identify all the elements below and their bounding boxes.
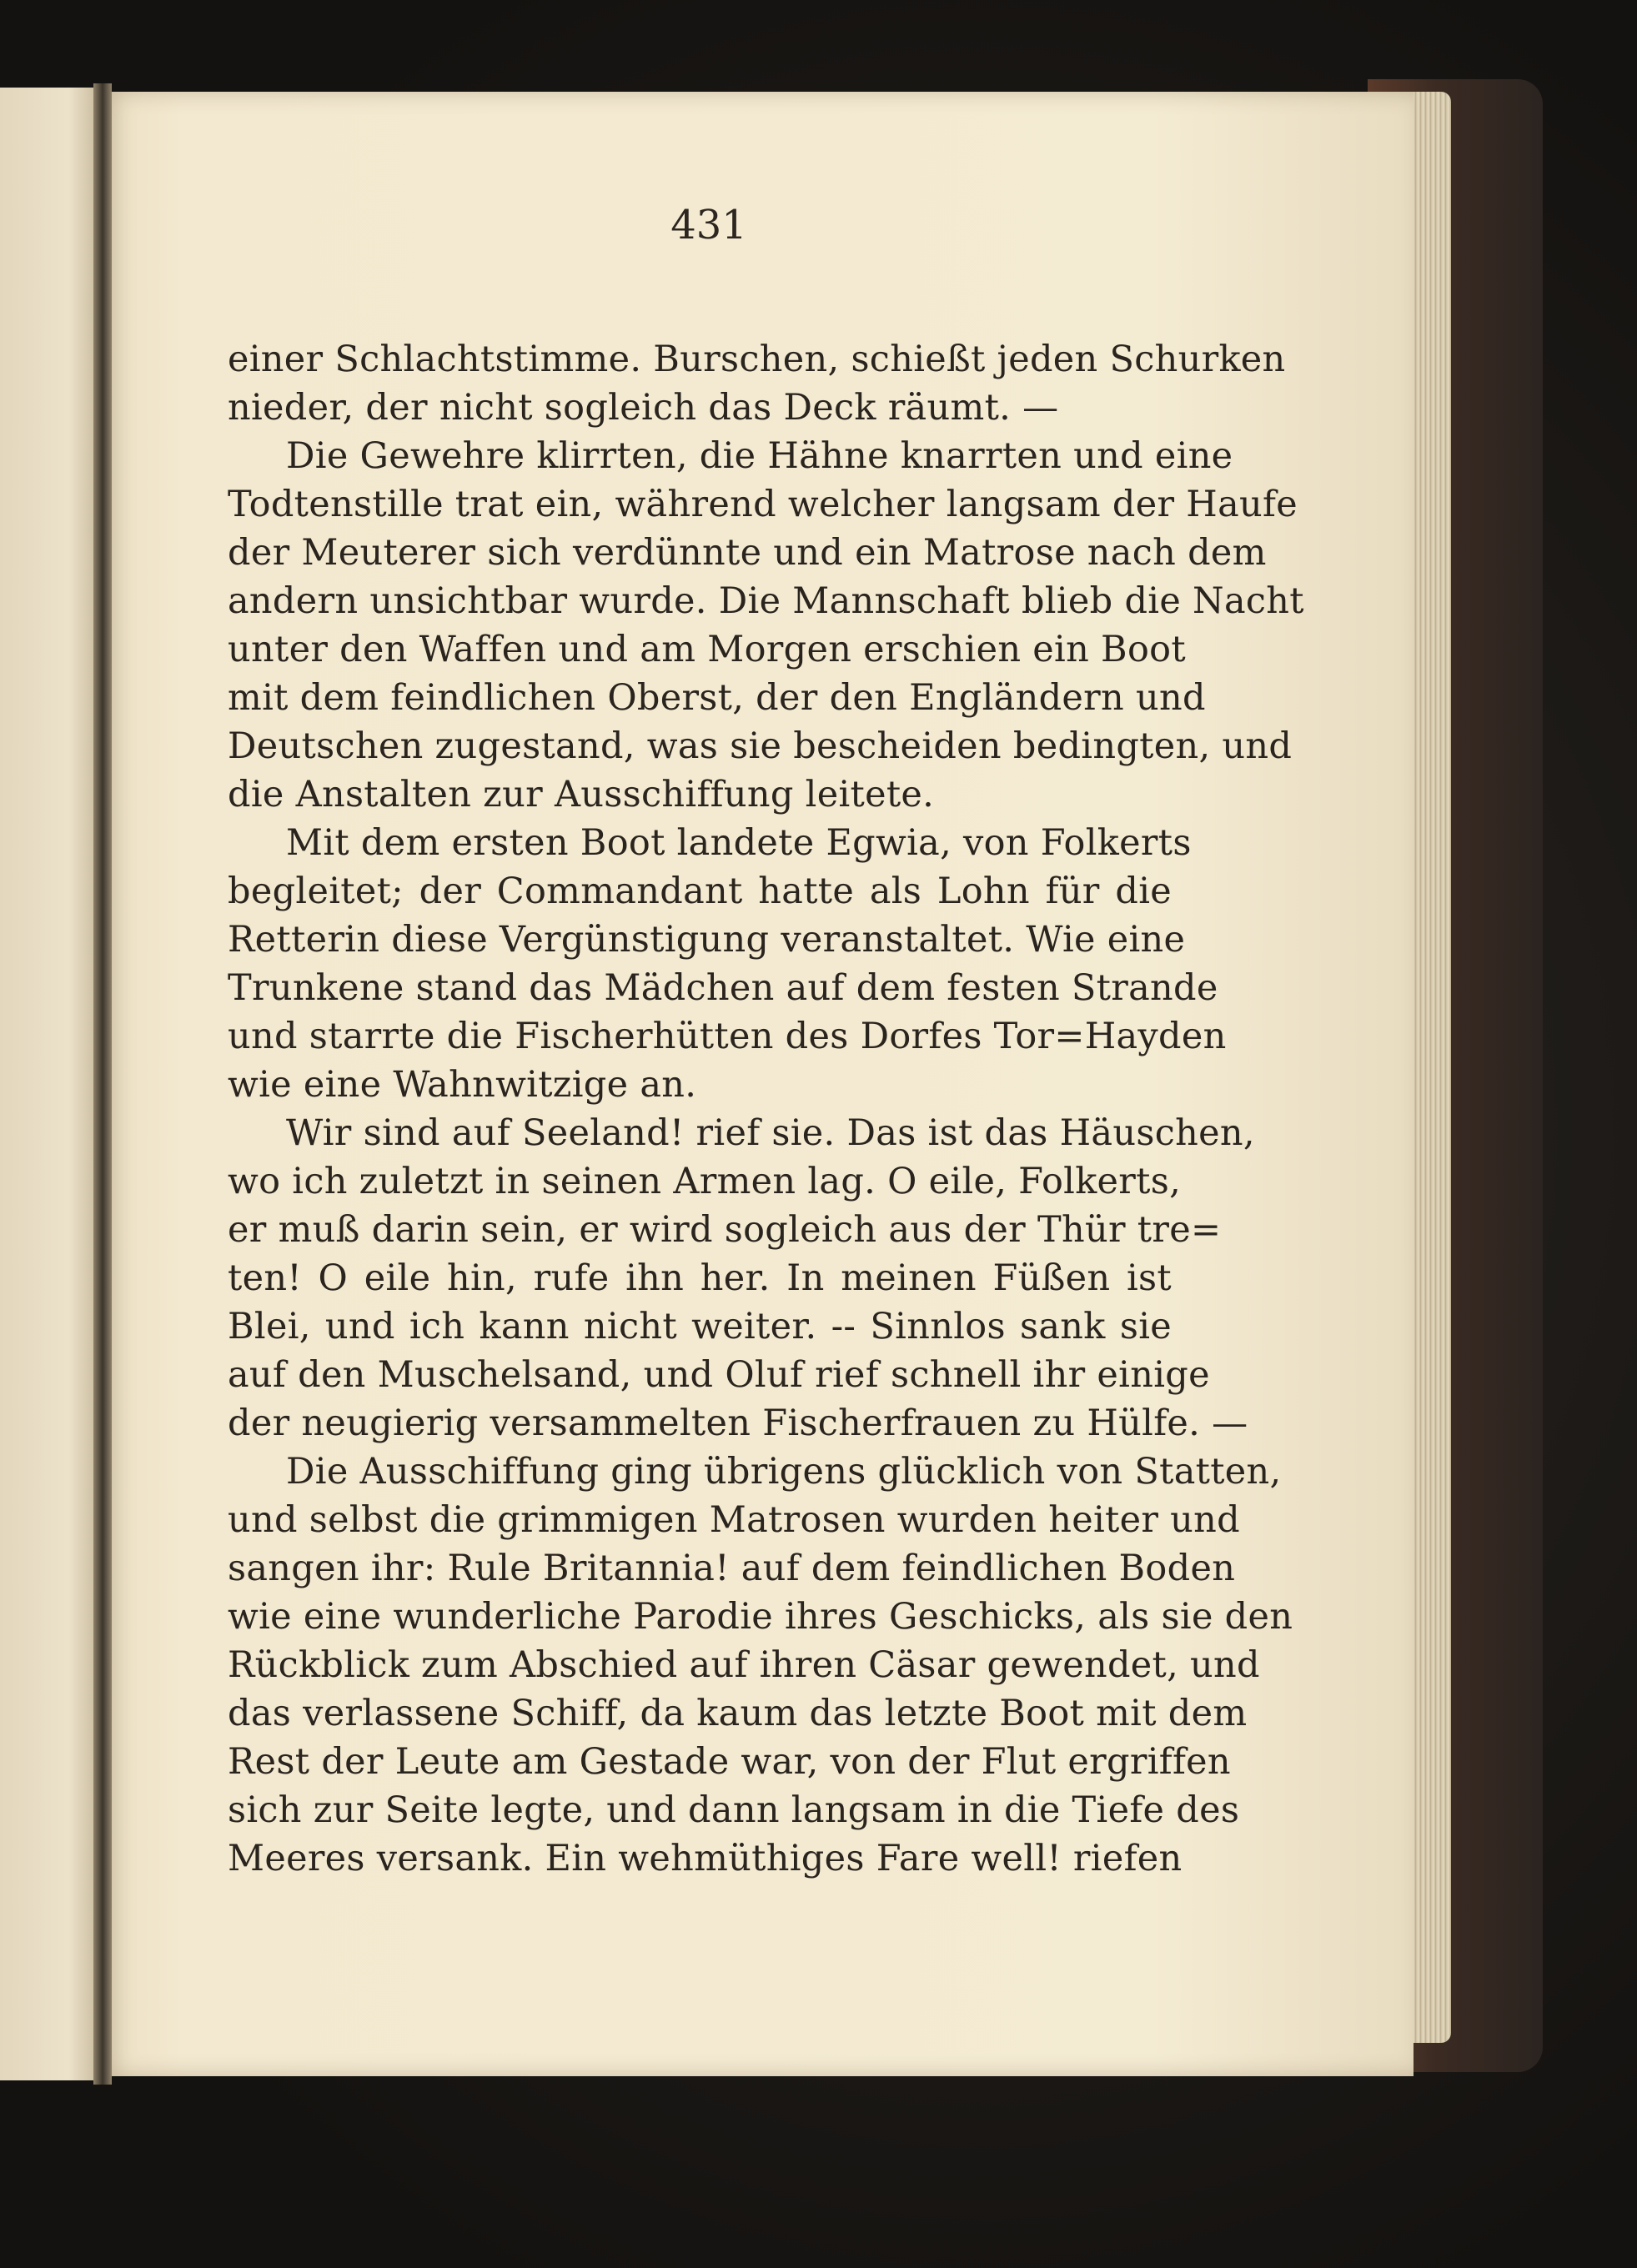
text-line: die Anstalten zur Ausschiffung leitete.	[228, 774, 935, 815]
text-line: Todtenstille trat ein, während welcher langsam der Haufe	[228, 484, 1298, 525]
text-line: unter den Waffen und am Morgen erschien ein Boot	[228, 629, 1186, 670]
text-line: Meeres versank. Ein wehmüthiges Fare well! riefen	[228, 1838, 1183, 1879]
text-line: andern unsichtbar wurde. Die Mannschaft blieb die Nacht	[228, 580, 1304, 622]
text-line: Trunkene stand das Mädchen auf dem festen Strande	[228, 967, 1218, 1009]
text-line: nieder, der nicht sogleich das Deck räumt. —	[228, 387, 1059, 429]
text-line: Blei, und ich kann nicht weiter. -- Sinnlos sank sie	[228, 1306, 1172, 1347]
text-line: wie eine wunderliche Parodie ihres Geschicks, als sie den	[228, 1596, 1293, 1638]
text-line: wo ich zuletzt in seinen Armen lag. O eile, Folkerts,	[228, 1161, 1182, 1202]
text-line: Die Gewehre klirrten, die Hähne knarrten und eine	[286, 435, 1233, 477]
text-line: und selbst die grimmigen Matrosen wurden heiter und	[228, 1499, 1240, 1541]
text-line: der Meuterer sich verdünnte und ein Matrose nach dem	[228, 532, 1267, 574]
left-page-fragment	[0, 88, 98, 2080]
text-line: ten! O eile hin, rufe ihn her. In meinen Füßen ist	[228, 1257, 1172, 1299]
text-line: Wir sind auf Seeland! rief sie. Das ist das Häuschen,	[286, 1112, 1255, 1154]
body-text	[228, 335, 1304, 1919]
text-line: und starrte die Fischerhütten des Dorfes Tor=Hayden	[228, 1016, 1227, 1057]
text-line: Retterin diese Vergünstigung veranstaltet. Wie eine	[228, 919, 1186, 961]
text-line: Deutschen zugestand, was sie bescheiden bedingten, und	[228, 725, 1293, 767]
book-spine	[93, 83, 112, 2085]
text-line: sich zur Seite legte, und dann langsam in die Tiefe des	[228, 1789, 1240, 1831]
text-line: er muß darin sein, er wird sogleich aus der Thür tre=	[228, 1209, 1222, 1251]
text-line: auf den Muschelsand, und Oluf rief schnell ihr einige	[228, 1354, 1210, 1396]
text-line: das verlassene Schiff, da kaum das letzte Boot mit dem	[228, 1693, 1248, 1734]
text-line: Mit dem ersten Boot landete Egwia, von Folkerts	[286, 822, 1192, 864]
text-line: Rest der Leute am Gestade war, von der Flut ergriffen	[228, 1741, 1231, 1783]
text-line: begleitet; der Commandant hatte als Lohn für die	[228, 871, 1172, 912]
text-line: Rückblick zum Abschied auf ihren Cäsar gewendet, und	[228, 1644, 1260, 1686]
text-line: Die Ausschiffung ging übrigens glücklich von Statten,	[286, 1451, 1282, 1493]
page-number: 431	[670, 202, 747, 248]
text-line: der neugierig versammelten Fischerfrauen zu Hülfe. —	[228, 1402, 1248, 1444]
text-line: mit dem feindlichen Oberst, der den Engländern und	[228, 677, 1206, 719]
text-line: einer Schlachtstimme. Burschen, schießt jeden Schurken	[228, 339, 1286, 380]
text-line: wie eine Wahnwitzige an.	[228, 1064, 697, 1106]
text-line: sangen ihr: Rule Britannia! auf dem feindlichen Boden	[228, 1548, 1236, 1589]
